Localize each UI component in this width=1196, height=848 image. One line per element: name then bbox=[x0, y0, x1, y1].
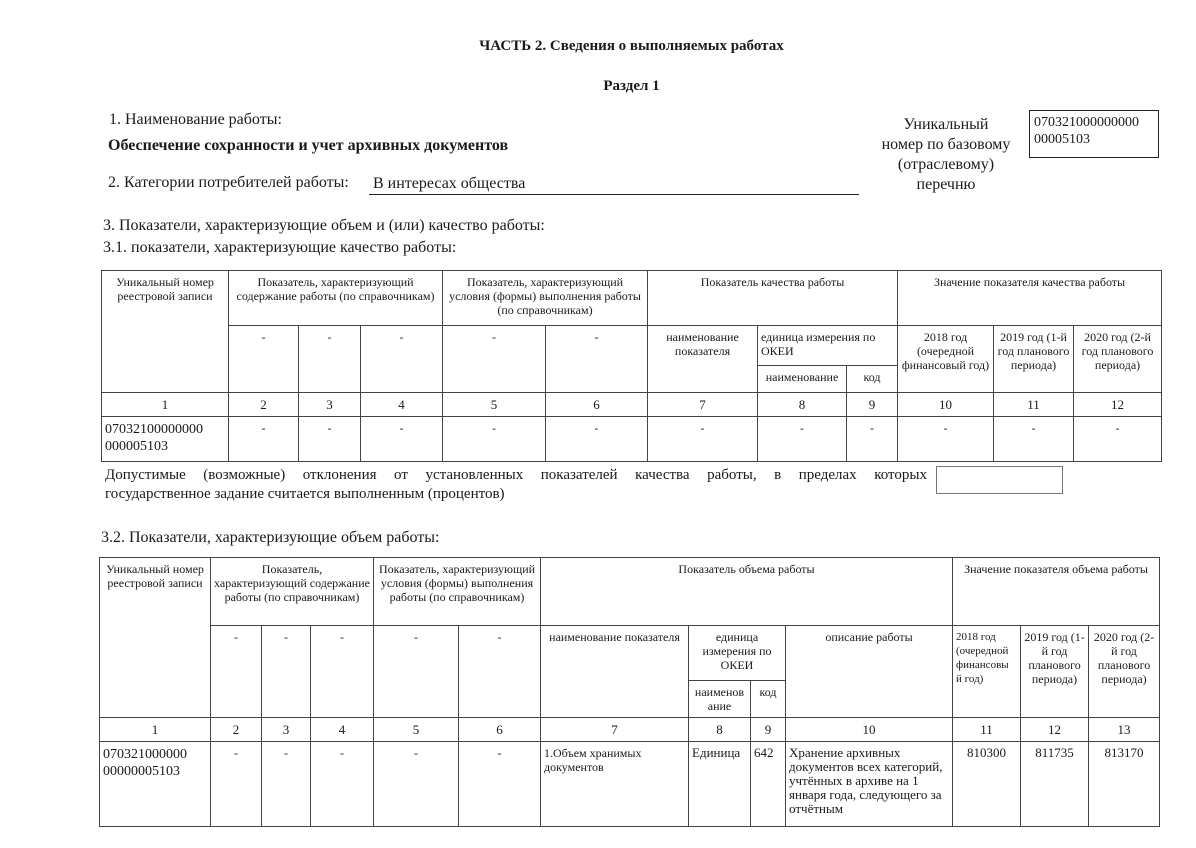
header-conditions: Показатель, характеризующий условия (формы) выполнения работы (по справочникам) bbox=[374, 558, 541, 626]
header-year-2018: 2018 год (очередной финансовы й год) bbox=[953, 626, 1021, 718]
header-okei-unit: единица измерения по ОКЕИ bbox=[758, 326, 898, 366]
unit-name: Единица bbox=[689, 742, 751, 827]
header-year-2019: 2019 год (1-й год планового периода) bbox=[994, 326, 1074, 393]
header-quality-value: Значение показателя качества работы bbox=[898, 271, 1162, 326]
cell-value: - bbox=[898, 417, 994, 462]
value-2018: 810300 bbox=[953, 742, 1021, 827]
column-number: 6 bbox=[546, 393, 648, 417]
column-number: 10 bbox=[786, 718, 953, 742]
column-number: 8 bbox=[758, 393, 847, 417]
cell-value: - bbox=[758, 417, 847, 462]
unique-number-line: 00005103 bbox=[1034, 132, 1090, 147]
table-row bbox=[102, 417, 1162, 462]
header-quality-indicator: Показатель качества работы bbox=[648, 271, 898, 326]
column-number: 5 bbox=[443, 393, 546, 417]
unique-number-label-line: перечню bbox=[916, 176, 976, 193]
indicators-heading: 3. Показатели, характеризующие объем и (или) качество работы: bbox=[103, 217, 545, 234]
column-number: 12 bbox=[1074, 393, 1162, 417]
deviation-text-line1: Допустимые (возможные) отклонения от установленных показателей качества работы, в пределах которых bbox=[105, 467, 927, 483]
registry-number-line: 070321000000 bbox=[103, 747, 187, 762]
unique-number-label-line: Уникальный bbox=[903, 116, 989, 133]
work-name-value: Обеспечение сохранности и учет архивных документов bbox=[108, 137, 509, 154]
column-number: 11 bbox=[994, 393, 1074, 417]
column-number: 4 bbox=[311, 718, 374, 742]
column-number: 10 bbox=[898, 393, 994, 417]
registry-number-line: 07032100000000 bbox=[105, 422, 203, 437]
cell-value: - bbox=[459, 742, 541, 827]
section-title: Раздел 1 bbox=[603, 78, 660, 94]
column-number: 2 bbox=[229, 393, 299, 417]
column-number: 9 bbox=[847, 393, 898, 417]
column-number: 1 bbox=[102, 393, 229, 417]
cell-value: - bbox=[299, 417, 361, 462]
consumers-label: 2. Категории потребителей работы: bbox=[108, 174, 349, 191]
header-volume-indicator: Показатель объема работы bbox=[541, 558, 953, 626]
header-volume-value: Значение показателя объема работы bbox=[953, 558, 1160, 626]
column-number: 3 bbox=[262, 718, 311, 742]
unique-number-line: 070321000000000 bbox=[1034, 115, 1139, 130]
column-number: 7 bbox=[648, 393, 758, 417]
header-indicator-name: наименование показателя bbox=[541, 626, 689, 718]
header-conditions: Показатель, характеризующий условия (формы) выполнения работы (по справочникам) bbox=[443, 271, 648, 326]
registry-number-line: 00000005103 bbox=[103, 764, 180, 779]
subheader-dash: - bbox=[299, 326, 361, 393]
cell-value: - bbox=[847, 417, 898, 462]
header-year-2018: 2018 год (очередной финансовый год) bbox=[898, 326, 994, 393]
subheader-dash: - bbox=[229, 326, 299, 393]
column-number: 7 bbox=[541, 718, 689, 742]
column-number: 6 bbox=[459, 718, 541, 742]
consumers-field bbox=[369, 174, 859, 195]
work-description: Хранение архивных документов всех категорий, учтённых в архиве на 1 января года, следующего за отчётным bbox=[786, 742, 953, 827]
subheader-dash: - bbox=[211, 626, 262, 718]
cell-value: - bbox=[994, 417, 1074, 462]
subheader-dash: - bbox=[361, 326, 443, 393]
unique-number-label-line: (отраслевому) bbox=[897, 156, 995, 173]
header-unit-code: код bbox=[847, 366, 898, 393]
value-2020: 813170 bbox=[1089, 742, 1160, 827]
column-number: 13 bbox=[1089, 718, 1160, 742]
header-registry: Уникальный номер реестровой записи bbox=[102, 271, 229, 393]
header-year-2020: 2020 год (2-й год планового периода) bbox=[1074, 326, 1162, 393]
volume-heading: 3.2. Показатели, характеризующие объем работы: bbox=[101, 529, 440, 546]
column-number: 4 bbox=[361, 393, 443, 417]
column-number: 8 bbox=[689, 718, 751, 742]
cell-value: - bbox=[648, 417, 758, 462]
volume-table bbox=[99, 557, 1160, 827]
deviation-value-box[interactable] bbox=[936, 466, 1063, 494]
quality-table bbox=[101, 270, 1162, 462]
unique-number-label bbox=[866, 115, 1026, 195]
consumers-value: В интересах общества bbox=[373, 175, 526, 192]
column-number: 5 bbox=[374, 718, 459, 742]
cell-value: - bbox=[443, 417, 546, 462]
header-unit-code: код bbox=[751, 681, 786, 718]
table-row bbox=[100, 742, 1160, 827]
header-content: Показатель, характеризующий содержание работы (по справочникам) bbox=[229, 271, 443, 326]
column-number: 1 bbox=[100, 718, 211, 742]
registry-number-line: 000005103 bbox=[105, 439, 168, 454]
cell-value: - bbox=[229, 417, 299, 462]
deviation-text-line2: государственное задание считается выполненным (процентов) bbox=[105, 486, 505, 502]
unit-code: 642 bbox=[751, 742, 786, 827]
subheader-dash: - bbox=[311, 626, 374, 718]
header-content: Показатель, характеризующий содержание работы (по справочникам) bbox=[211, 558, 374, 626]
subheader-dash: - bbox=[546, 326, 648, 393]
cell-value: - bbox=[1074, 417, 1162, 462]
unique-number-label-line: номер по базовому bbox=[881, 136, 1011, 153]
column-number: 11 bbox=[953, 718, 1021, 742]
header-indicator-name: наименование показателя bbox=[648, 326, 758, 393]
subheader-dash: - bbox=[443, 326, 546, 393]
indicator-name: 1.Объем хранимых документов bbox=[541, 742, 689, 827]
subheader-dash: - bbox=[262, 626, 311, 718]
cell-value: - bbox=[374, 742, 459, 827]
header-work-description: описание работы bbox=[786, 626, 953, 718]
part-title: ЧАСТЬ 2. Сведения о выполняемых работах bbox=[479, 38, 784, 54]
cell-value: - bbox=[361, 417, 443, 462]
column-number: 2 bbox=[211, 718, 262, 742]
work-name-label: 1. Наименование работы: bbox=[109, 111, 282, 128]
header-registry: Уникальный номер реестровой записи bbox=[100, 558, 211, 718]
header-unit-name: наименов ание bbox=[689, 681, 751, 718]
cell-value: - bbox=[211, 742, 262, 827]
quality-heading: 3.1. показатели, характеризующие качество работы: bbox=[103, 239, 457, 256]
cell-value: - bbox=[262, 742, 311, 827]
column-number: 3 bbox=[299, 393, 361, 417]
header-unit-name: наименование bbox=[758, 366, 847, 393]
unique-number-box bbox=[1029, 110, 1159, 158]
cell-value: - bbox=[311, 742, 374, 827]
header-okei-unit: единица измерения по ОКЕИ bbox=[689, 626, 786, 681]
cell-value: - bbox=[546, 417, 648, 462]
subheader-dash: - bbox=[374, 626, 459, 718]
header-year-2019: 2019 год (1-й год планового периода) bbox=[1021, 626, 1089, 718]
subheader-dash: - bbox=[459, 626, 541, 718]
header-year-2020: 2020 год (2-й год планового периода) bbox=[1089, 626, 1160, 718]
column-number: 9 bbox=[751, 718, 786, 742]
registry-number bbox=[100, 742, 211, 827]
column-number: 12 bbox=[1021, 718, 1089, 742]
registry-number bbox=[102, 417, 229, 462]
value-2019: 811735 bbox=[1021, 742, 1089, 827]
